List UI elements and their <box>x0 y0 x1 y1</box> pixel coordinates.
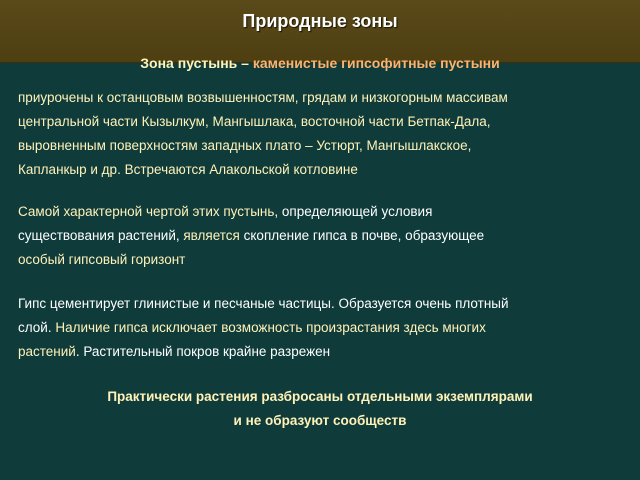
text-fragment: Самой характерной чертой этих пустынь <box>18 204 275 219</box>
text-fragment: скопление гипса в почве, образующее <box>239 228 485 243</box>
conclusion-line: и не образуют сообществ <box>233 413 407 428</box>
text-fragment: , определяющей условия <box>274 204 433 219</box>
slide-title: Природные зоны <box>242 11 398 31</box>
paragraph-line: центральной части Кызылкум, Мангышлака, восточной части Бетпак-Дала, <box>18 114 491 129</box>
paragraph-line <box>18 200 623 224</box>
text-fragment: . Растительный покров крайне разрежен <box>75 344 331 359</box>
text-fragment: слой. <box>18 320 56 335</box>
text-fragment: растений <box>18 344 76 359</box>
paragraph-line: особый гипсовый горизонт <box>18 252 186 267</box>
paragraph-line <box>18 340 623 364</box>
conclusion <box>0 385 640 433</box>
paragraph-location <box>18 86 623 182</box>
subtitle-desert-type: каменистые гипсофитные пустыни <box>252 55 500 71</box>
title-bar <box>0 0 640 63</box>
paragraph-line: выровненным поверхностям западных плато – Устюрт, Мангышлакское, <box>18 138 472 153</box>
text-fragment: Наличие гипса исключает возможность произрастания здесь многих <box>55 320 486 335</box>
slide-subtitle <box>0 55 640 71</box>
paragraph-gypsum <box>18 292 623 364</box>
paragraph-line <box>18 316 623 340</box>
paragraph-line <box>18 224 623 248</box>
paragraph-line: приурочены к останцовым возвышенностям, грядам и низкогорным массивам <box>18 90 508 105</box>
subtitle-zone: Зона пустынь – <box>140 55 253 71</box>
text-fragment: существования растений, <box>18 228 184 243</box>
paragraph-line: Капланкыр и др. Встречаются Алакольской котловине <box>18 162 358 177</box>
paragraph-feature <box>18 200 623 272</box>
text-fragment: является <box>183 228 240 243</box>
paragraph-line: Гипс цементирует глинистые и песчаные частицы. Образуется очень плотный <box>18 296 509 311</box>
conclusion-line: Практически растения разбросаны отдельными экземплярами <box>107 389 533 404</box>
